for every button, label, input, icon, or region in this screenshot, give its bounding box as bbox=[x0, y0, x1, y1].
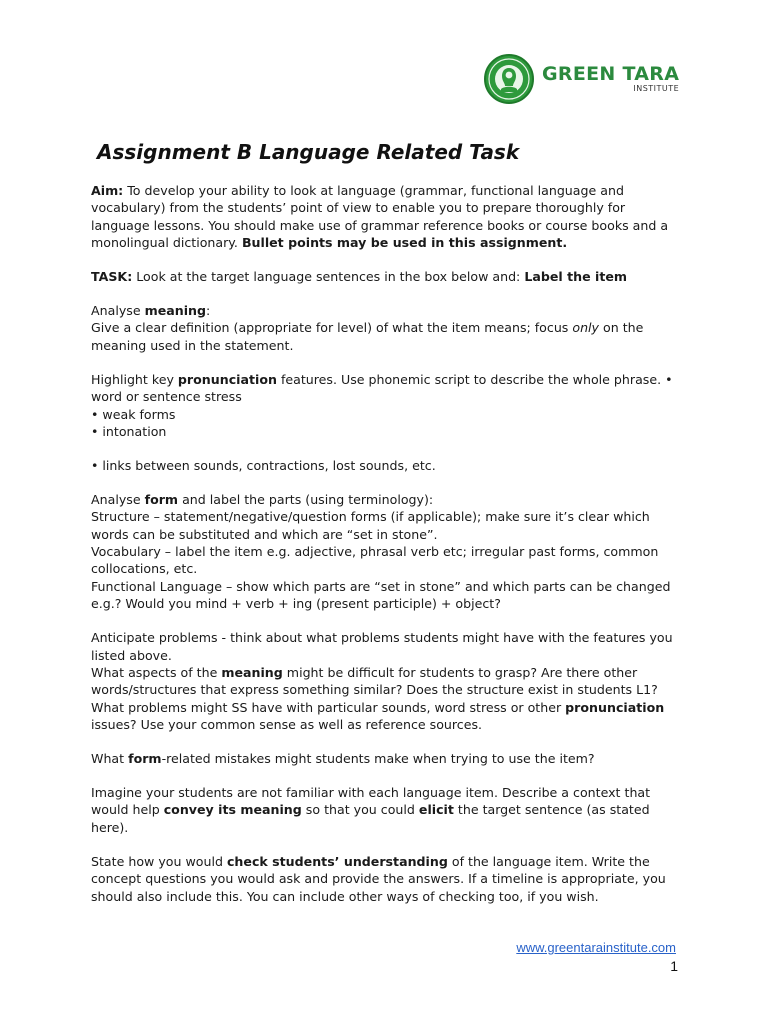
form-structure: Structure – statement/negative/question forms (if applicable); make sure it’s clear which words can be substituted and which are “set in stone”. bbox=[91, 509, 650, 542]
page-title: Assignment B Language Related Task bbox=[97, 140, 520, 164]
brand-subtitle: INSTITUTE bbox=[633, 84, 680, 93]
problems-line2-post: might be difficult for students to grasp? Are there other words/structures that express something similar? Does the structure exist in students L1? bbox=[91, 664, 658, 698]
problems-line3-bold: pronunciation bbox=[565, 699, 665, 715]
pron-pre: Highlight key bbox=[91, 371, 178, 387]
form-mistakes-pre: What bbox=[91, 751, 129, 767]
form-mistakes-bold: form bbox=[128, 751, 162, 767]
pron-bold: pronunciation bbox=[177, 371, 277, 387]
task-text: Look at the target language sentences in the box below and: bbox=[132, 269, 525, 285]
context-mid: so that you could bbox=[301, 802, 419, 818]
problems-paragraph bbox=[91, 629, 675, 733]
check-post: of the language item. Write the concept questions you would ask and provide the answers. If a timeline is appropriate, you should also include this. You can include other ways of checking too, if you wish. bbox=[91, 853, 666, 904]
form-post: and label the parts (using terminology): bbox=[178, 491, 434, 507]
problems-line2-bold: meaning bbox=[221, 664, 283, 680]
context-pre: Imagine your students are not familiar with each language item. Describe a context that would help bbox=[91, 784, 651, 818]
context-bold-elicit: elicit bbox=[418, 802, 454, 818]
meaning-post: : bbox=[206, 303, 211, 319]
meaning-pre: Analyse bbox=[91, 303, 145, 319]
context-bold-convey: convey its meaning bbox=[163, 802, 302, 818]
form-mistakes-post: -related mistakes might students make when trying to use the item? bbox=[161, 751, 595, 767]
pronunciation-paragraph bbox=[91, 371, 675, 441]
website-link[interactable]: www.greentarainstitute.com bbox=[516, 940, 676, 955]
meaning-bold: meaning bbox=[144, 303, 207, 319]
brand-logo bbox=[484, 54, 679, 104]
meaning-line2-post: on the meaning used in the statement. bbox=[91, 320, 644, 353]
task-label: TASK: bbox=[91, 269, 133, 285]
check-pre: State how you would bbox=[91, 853, 227, 869]
aim-bold: Bullet points may be used in this assignment. bbox=[241, 235, 568, 251]
problems-line1: Anticipate problems - think about what problems students might have with the features you listed above. bbox=[91, 630, 673, 663]
aim-text: To develop your ability to look at language (grammar, functional language and vocabulary) from the students’ point of view to enable you to prepare thoroughly for language lessons. You should make use of grammar reference books or course books and a monolingual dictionary. bbox=[91, 183, 669, 251]
pron-bullet-weak-forms: • weak forms bbox=[91, 406, 176, 422]
document-body bbox=[91, 182, 675, 905]
seal-icon bbox=[484, 54, 534, 104]
meaning-italic: only bbox=[572, 320, 600, 336]
pron-post: features. Use phonemic script to describe the whole phrase. • word or sentence stress bbox=[91, 371, 673, 405]
form-pre: Analyse bbox=[91, 491, 145, 507]
check-paragraph bbox=[91, 853, 675, 905]
context-post: the target sentence (as stated here). bbox=[91, 802, 650, 835]
form-mistakes-paragraph bbox=[91, 750, 675, 767]
pron-bullet-intonation: • intonation bbox=[91, 423, 167, 439]
page-number: 1 bbox=[670, 958, 678, 974]
form-vocabulary: Vocabulary – label the item e.g. adjective, phrasal verb etc; irregular past forms, common collocations, etc. bbox=[91, 544, 659, 577]
task-paragraph bbox=[91, 268, 675, 285]
form-bold: form bbox=[144, 491, 179, 507]
meaning-line2-pre: Give a clear definition (appropriate for level) of what the item means; focus bbox=[91, 320, 573, 336]
task-bold: Label the item bbox=[524, 269, 628, 285]
form-paragraph bbox=[91, 491, 675, 613]
brand-text bbox=[542, 64, 679, 94]
meaning-paragraph bbox=[91, 302, 675, 354]
pronunciation-links-paragraph bbox=[91, 457, 675, 474]
problems-line2-pre: What aspects of the bbox=[91, 664, 222, 680]
problems-line3-post: issues? Use your common sense as well as reference sources. bbox=[91, 717, 483, 733]
check-bold: check students’ understanding bbox=[226, 853, 448, 869]
form-functional: Functional Language – show which parts are “set in stone” and which parts can be changed e.g.? Would you mind + verb + ing (present participle) + object? bbox=[91, 578, 671, 612]
problems-line3-pre: What problems might SS have with particular sounds, word stress or other bbox=[91, 699, 566, 715]
pron-bullet-links: • links between sounds, contractions, lost sounds, etc. bbox=[91, 457, 436, 473]
brand-name: GREEN TARA bbox=[542, 63, 680, 85]
aim-paragraph bbox=[91, 182, 675, 252]
context-paragraph bbox=[91, 784, 675, 836]
aim-label: Aim: bbox=[91, 183, 124, 198]
